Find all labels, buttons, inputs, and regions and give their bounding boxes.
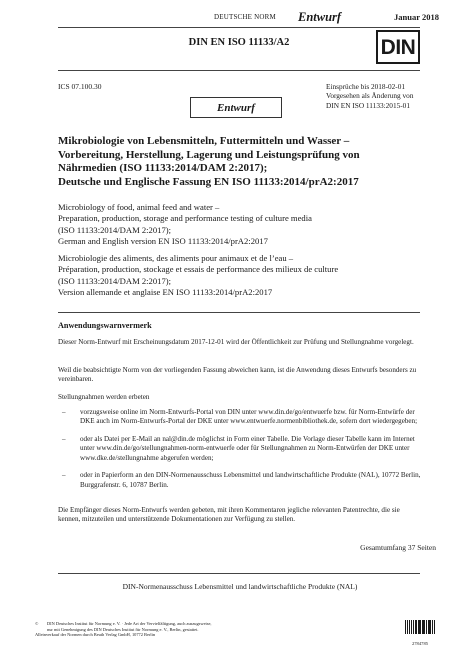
list-item-text: oder als Datei per E-Mail an nal@din.de möglichst in Form einer Tabelle. Die Vorlage dieser Tabelle kann im Internet unter www.din.de/go/stellungnahmen-norm-entwuerfe oder für Stellungnahmen zu Norm-Entwürfen der DKE unter www.dke.de/stellungnahme abgerufen werden; [80,435,415,462]
din-logo-text: DIN [380,35,416,59]
dash-bullet: – [62,408,66,416]
title-german [58,135,428,189]
issue-date: Januar 2018 [394,12,439,22]
title-fr-line: Préparation, production, stockage et essais de performance des milieux de culture [58,264,339,275]
copyright-symbol: © [35,621,39,626]
divider-warning [58,312,420,313]
title-fr-line: Microbiologie des aliments, des aliments pour animaux et de l’eau – [58,253,294,263]
title-english [58,202,428,247]
divider-top [58,27,420,28]
title-de-line: Nährmedien (ISO 11133:2014/DAM 2:2017); [58,162,268,174]
divider-committee [58,573,420,574]
patent-notice: Die Empfänger dieses Norm-Entwurfs werden gebeten, mit ihren Kommentaren jegliche relevanten Patentrechte, die sie kennen, mitzuteilen und unterstützende Dokumentationen zur Verfügung zu stellen. [58,506,400,524]
warning-paragraph-2: Weil die beabsichtigte Norm von der vorliegenden Fassung abweichen kann, ist die Anwendung dieses Entwurfs besonders zu vereinbaren. [58,366,417,384]
objection-info [326,82,436,110]
total-pages: Gesamtumfang 37 Seiten [360,543,436,552]
title-fr-line: (ISO 11133:2014/DAM 2:2017); [58,275,171,286]
legal-notice [35,621,375,638]
objection-deadline: Einsprüche bis 2018-02-01 [326,82,406,91]
list-item-text: vorzugsweise online im Norm-Entwurfs-Portal von DIN unter www.din.de/go/entwuerfe bzw. für Norm-Entwürfe der DKE auch im Norm-Entwurfs-Portal der DKE unter www.entwuerfe.normenbibliothek.de, sofern dort wiedergegeben; [80,408,418,426]
din-logo [376,30,420,64]
dash-bullet: – [62,435,66,444]
title-de-line: Vorbereitung, Herstellung, Lagerung und Leistungsprüfung von [58,148,360,161]
barcode-icon [405,620,435,640]
legal-line: Alleinverkauf der Normen durch Beuth Verlag GmbH, 10772 Berlin [35,632,156,638]
list-item [58,471,422,490]
comments-intro: Stellungnahmen werden erbeten [58,393,150,401]
list-item-text: oder in Papierform an den DIN-Normenausschuss Lebensmittel und landwirtschaftliche Produkte (NAL), 10772 Berlin, Burggrafenstr. 6, 10787 Berlin. [80,471,421,489]
barcode-number: 2784785 [411,641,429,646]
dash-bullet: – [62,471,66,480]
title-fr-line: Version allemande et anglaise EN ISO 11133:2014/prA2:2017 [58,286,273,297]
title-en-line: German and English version EN ISO 11133:2014/prA2:2017 [58,235,268,246]
ics-code: ICS 07.100.30 [58,82,102,91]
objection-intended: Vorgesehen als Änderung von [326,91,414,101]
title-en-line: Microbiology of food, animal feed and water – [58,202,220,212]
publisher-label: DEUTSCHE NORM [214,13,276,21]
warning-paragraph-1: Dieser Norm-Entwurf mit Erscheinungsdatum 2017-12-01 wird der Öffentlichkeit zur Prüfung und Stellungnahme vorgelegt. [58,338,414,346]
legal-line: nur mit Genehmigung des DIN Deutsches Institut für Normung e. V., Berlin, gestattet. [47,626,199,632]
draft-stamp [190,97,282,118]
divider-header [58,70,420,71]
list-item [58,435,422,463]
title-de-line: Deutsche und Englische Fassung EN ISO 11133:2014/prA2:2017 [58,175,359,188]
comment-options-list [58,408,422,499]
title-en-line: (ISO 11133:2014/DAM 2:2017); [58,224,171,235]
objection-replaces: DIN EN ISO 11133:2015-01 [326,100,410,110]
title-french [58,253,428,298]
title-de-line: Mikrobiologie von Lebensmitteln, Futtermitteln und Wasser – [58,135,350,147]
status-label: Entwurf [298,10,342,24]
document-number: DIN EN ISO 11133/A2 [188,37,290,48]
draft-stamp-label: Entwurf [217,101,255,114]
warning-heading: Anwendungswarnvermerk [58,321,152,330]
top-header [0,10,466,24]
title-en-line: Preparation, production, storage and performance testing of culture media [58,213,312,224]
legal-line: DIN Deutsches Institut für Normung e. V. · Jede Art der Vervielfältigung, auch auszugsweise, [47,621,212,626]
committee-name: DIN-Normenausschuss Lebensmittel und landwirtschaftliche Produkte (NAL) [122,582,358,591]
list-item [58,408,422,427]
